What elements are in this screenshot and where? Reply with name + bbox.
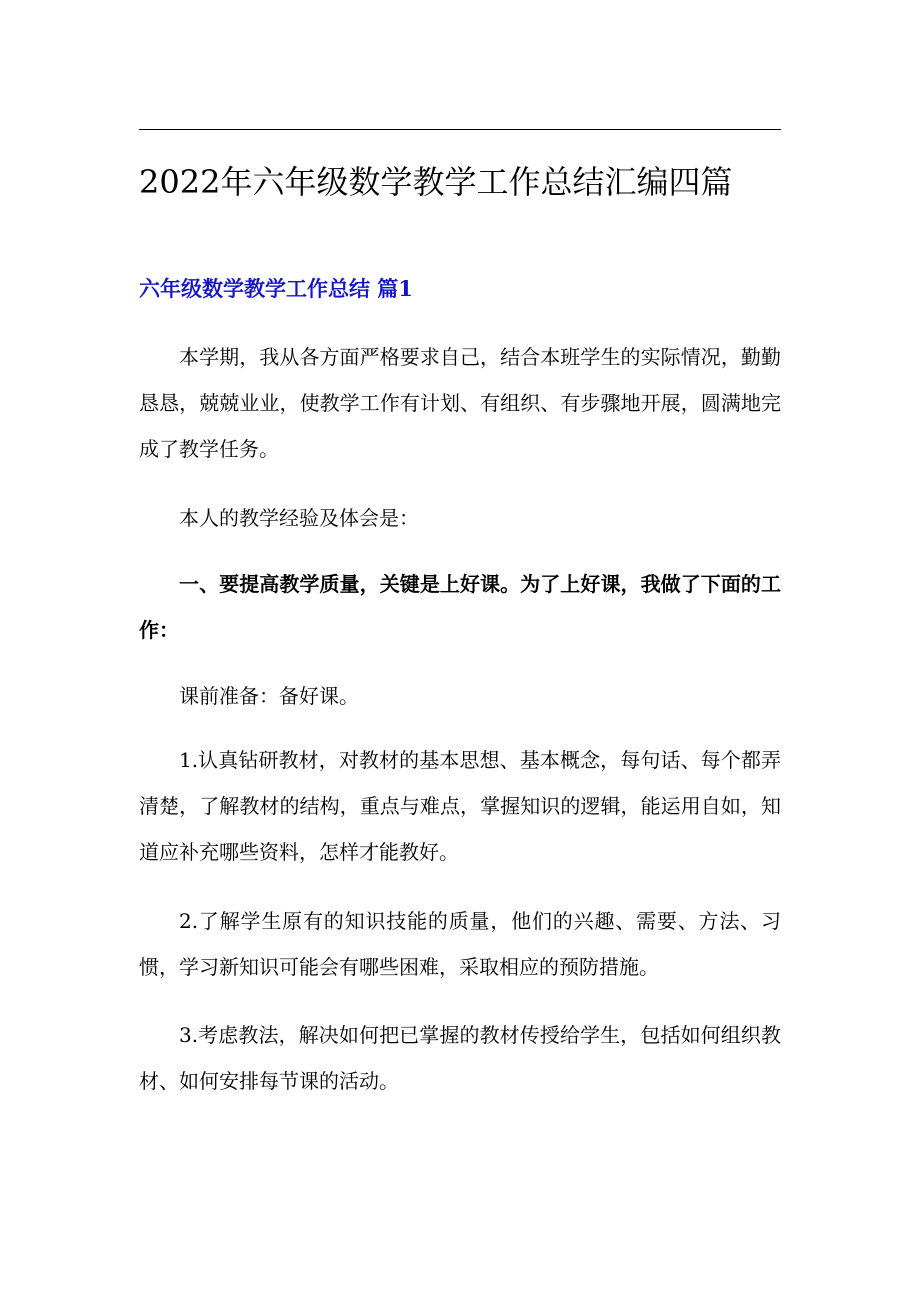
section-heading: 六年级数学教学工作总结 篇1 [139, 276, 413, 301]
paragraph-item-1: 1.认真钻研教材，对教材的基本思想、基本概念，每句话、每个都弄清楚，了解教材的结构，重点与难点，掌握知识的逻辑，能运用自如，知道应补充哪些资料，怎样才能教好。 [139, 748, 781, 864]
paragraph-preparation: 课前准备：备好课。 [179, 684, 359, 708]
paragraph-intro: 本学期，我从各方面严格要求自己，结合本班学生的实际情况，勤勤恳恳，兢兢业业，使教学工作有计划、有组织、有步骤地开展，圆满地完成了教学任务。 [139, 345, 781, 461]
document-title: 2022年六年级数学教学工作总结汇编四篇 [139, 163, 733, 201]
header-divider [139, 129, 781, 130]
paragraph-experience: 本人的教学经验及体会是： [179, 506, 419, 530]
paragraph-point-one-heading: 一、要提高教学质量，关键是上好课。为了上好课，我做了下面的工作： [139, 572, 781, 642]
paragraph-item-2: 2.了解学生原有的知识技能的质量，他们的兴趣、需要、方法、习惯，学习新知识可能会有哪些困难，采取相应的预防措施。 [139, 909, 781, 979]
paragraph-item-3: 3.考虑教法，解决如何把已掌握的教材传授给学生，包括如何组织教材、如何安排每节课的活动。 [139, 1023, 781, 1093]
